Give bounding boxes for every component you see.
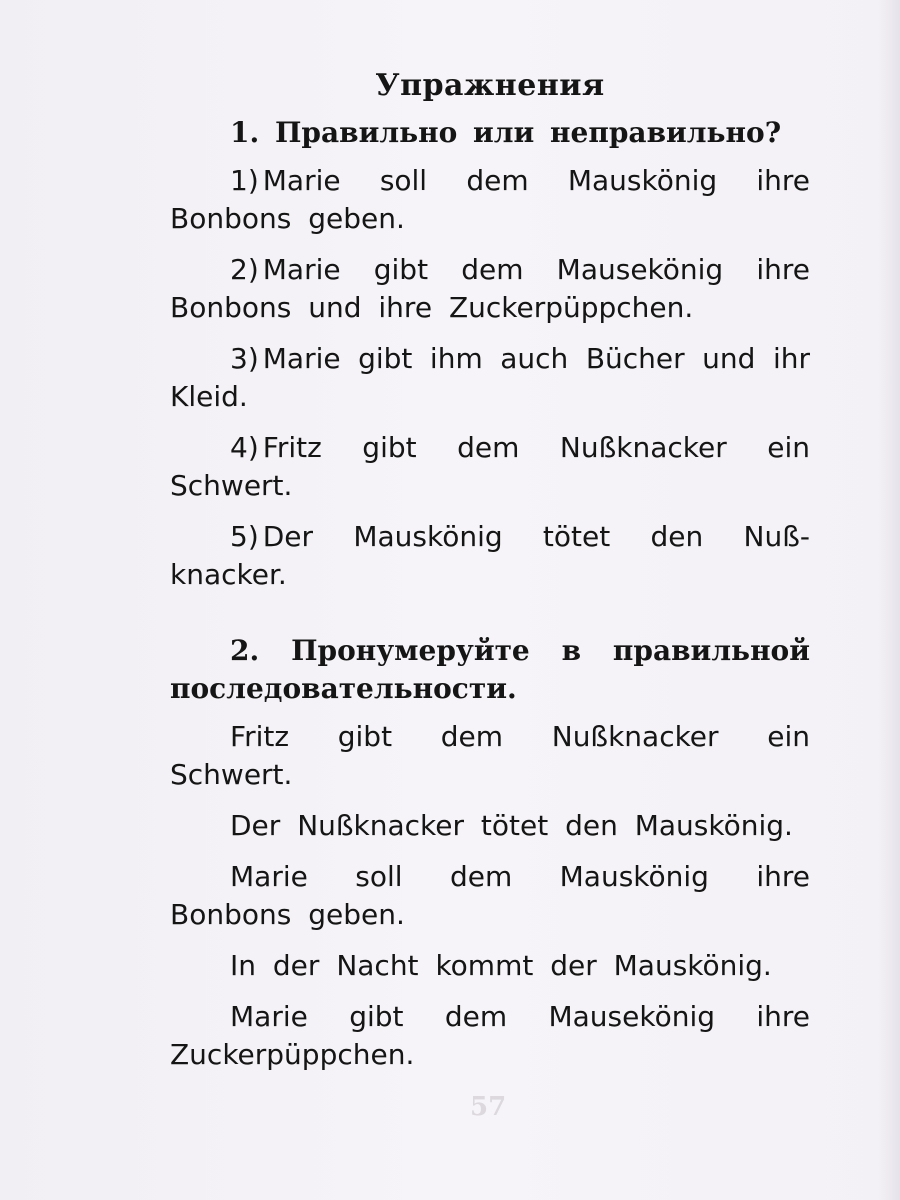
item-text: Fritz gibt dem Nußknacker ein Schwert. xyxy=(170,431,810,502)
item-number: 5) xyxy=(230,520,259,553)
exercise-1-item xyxy=(170,429,810,505)
exercise-2 xyxy=(170,632,810,1074)
exercise-2-item: Marie gibt dem Mausekönig ihre Zuckerpüppchen. xyxy=(170,1000,810,1071)
exercise-2-item: Marie soll dem Mauskönig ihre Bonbons geben. xyxy=(170,860,810,931)
item-text: Der Mauskönig tötet den Nußknacker. xyxy=(170,520,810,591)
exercise-1-item xyxy=(170,251,810,327)
exercise-2-item: Fritz gibt dem Nußknacker ein Schwert. xyxy=(170,720,810,791)
exercise-2-item: Der Nußknacker tötet den Mauskönig. xyxy=(230,809,793,842)
item-number: 1) xyxy=(230,164,259,197)
item-text: Marie soll dem Mauskönig ihre Bonbons geben. xyxy=(170,164,810,235)
exercise-1 xyxy=(170,114,810,594)
exercise-1-item xyxy=(170,518,810,594)
item-text: Marie gibt dem Mausekönig ihre Bonbons und ihre Zuckerpüppchen. xyxy=(170,253,810,324)
page-heading: Упражнения xyxy=(375,68,605,103)
exercise-1-item xyxy=(170,162,810,238)
item-number: 2) xyxy=(230,253,259,286)
exercise-2-item: In der Nacht kommt der Mauskönig. xyxy=(230,949,772,982)
page-content xyxy=(170,62,810,1087)
item-number: 4) xyxy=(230,431,259,464)
item-number: 3) xyxy=(230,342,259,375)
exercise-1-item xyxy=(170,340,810,416)
item-text: Marie gibt ihm auch Bücher und ihr Kleid. xyxy=(170,342,810,413)
exercise-1-title: 1. Правильно или неправильно? xyxy=(230,116,782,149)
page-number: 57 xyxy=(470,1092,507,1122)
exercise-2-title: 2. Пронумеруйте в правильной последовательности. xyxy=(170,634,810,705)
page-edge-shadow xyxy=(878,0,900,1200)
